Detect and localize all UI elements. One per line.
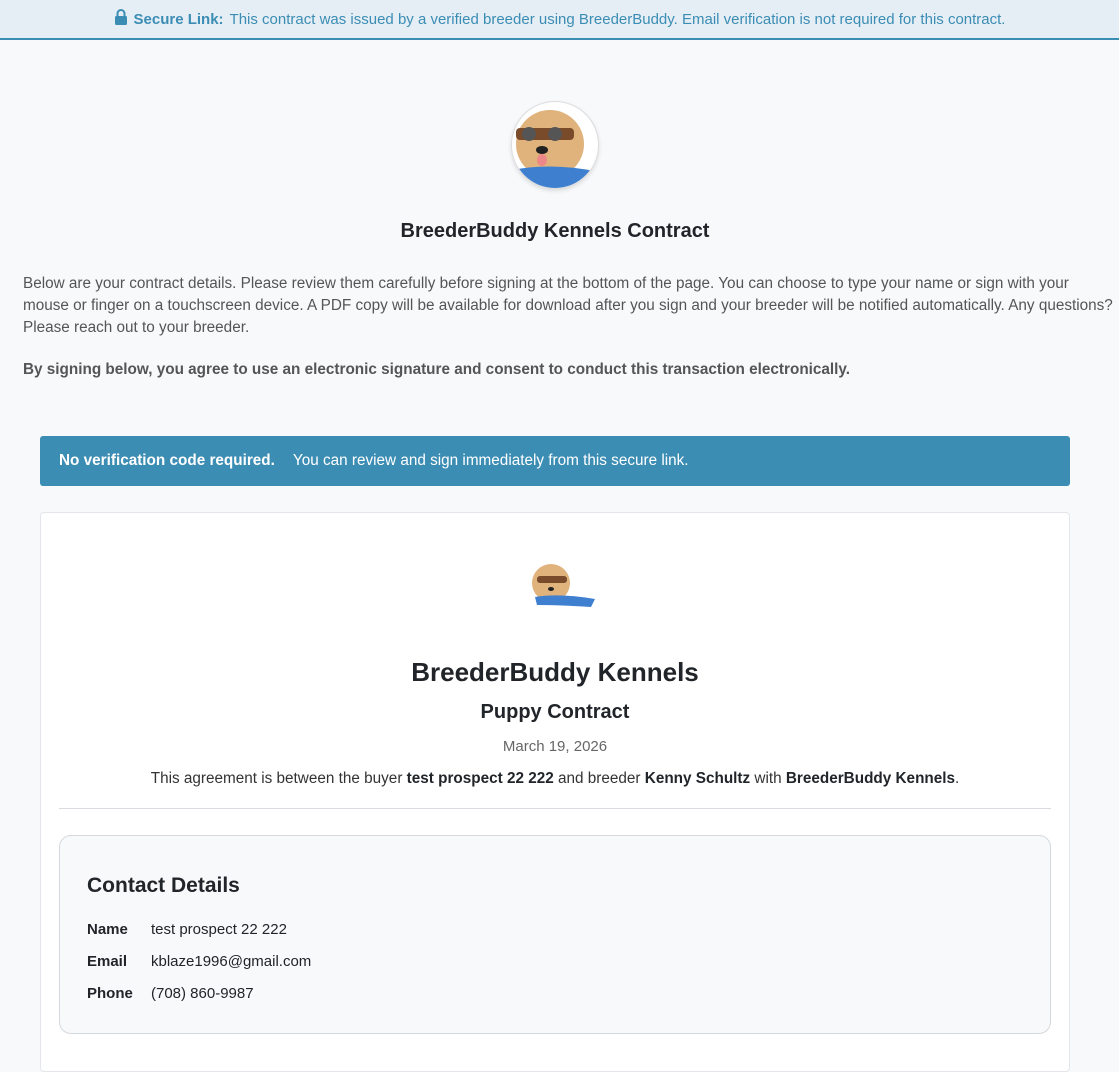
breeder-name: Kenny Schultz — [644, 770, 751, 787]
agreement-text: . — [955, 770, 960, 787]
field-value: test prospect 22 222 — [151, 921, 287, 938]
contact-heading: Contact Details — [87, 874, 240, 897]
field-label: Email — [87, 953, 128, 970]
consent-text: By signing below, you agree to use an electronic signature and consent to conduct this transaction electronically. — [23, 361, 851, 378]
agreement-statement — [41, 770, 1069, 788]
kennel-name: BreederBuddy Kennels — [411, 657, 699, 687]
notice-text: You can review and sign immediately from this secure link. — [292, 452, 689, 469]
buyer-name: test prospect 22 222 — [406, 770, 554, 787]
breeder-avatar — [511, 101, 599, 189]
agreement-text: with — [750, 770, 786, 787]
field-value: kblaze1996@gmail.com — [151, 953, 312, 970]
banner-text: This contract was issued by a verified breeder using BreederBuddy. Email verification is not required for this contract. — [229, 10, 1006, 28]
agreement-text: and breeder — [553, 770, 645, 787]
contract-card — [40, 512, 1070, 1072]
banner-label: Secure Link: — [133, 10, 224, 28]
page-title: BreederBuddy Kennels Contract — [400, 220, 710, 242]
field-label: Name — [87, 921, 128, 938]
field-label: Phone — [87, 985, 133, 1002]
verification-notice — [40, 436, 1070, 486]
field-value: (708) 860-9987 — [151, 985, 254, 1002]
agreement-kennel: BreederBuddy Kennels — [785, 770, 956, 787]
contact-details-section — [59, 835, 1051, 1034]
intro-text: Below are your contract details. Please review them carefully before signing at the bottom of the page. You can choose to type your name or sign with your mouse or finger on a touchscreen device. A PDF copy will be available for download after you sign and your breeder will be notified automatically. Any questions? Please reach out to your breeder. — [23, 275, 1113, 336]
kennel-logo — [529, 561, 599, 609]
contact-row-email — [87, 953, 311, 970]
contract-type: Puppy Contract — [480, 701, 630, 723]
agreement-text: This agreement is between the buyer — [150, 770, 407, 787]
secure-link-banner — [0, 0, 1119, 40]
notice-label: No verification code required. — [59, 452, 275, 469]
contact-row-name — [87, 921, 287, 938]
contact-row-phone — [87, 985, 254, 1002]
divider — [59, 808, 1051, 809]
lock-icon — [114, 9, 128, 29]
contract-date: March 19, 2026 — [502, 738, 608, 755]
